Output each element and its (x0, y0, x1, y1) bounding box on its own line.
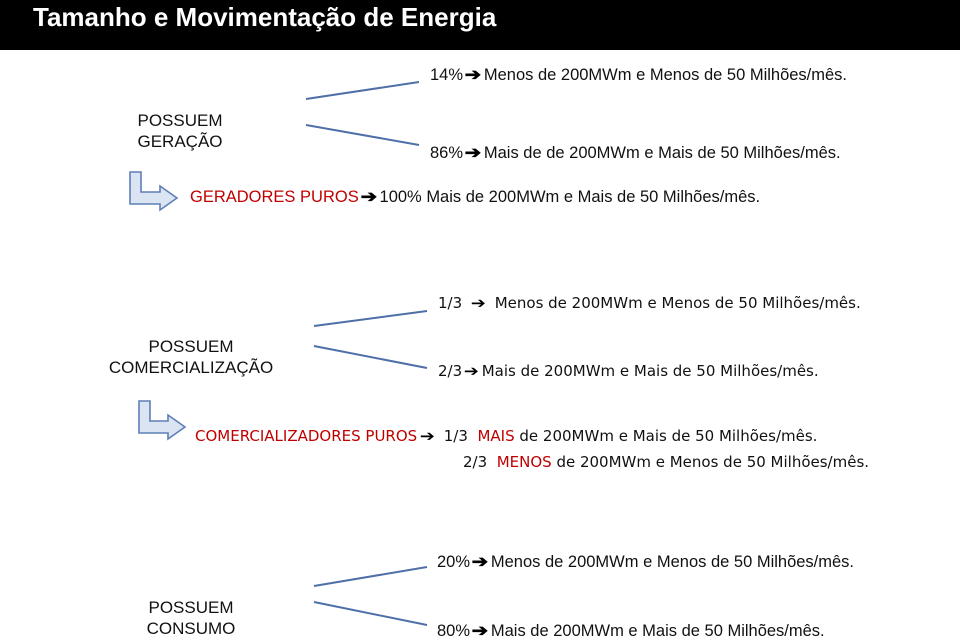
group-label-line2: COMERCIALIZAÇÃO (108, 358, 274, 377)
row-text: Menos de 200MWm e Menos de 50 Milhões/mês. (483, 66, 848, 84)
group-label-line1: POSSUEM (137, 111, 223, 130)
row-text: de 200MWm e Mais de 50 Milhões/mês. (519, 427, 818, 445)
connector-line (314, 602, 427, 625)
right-arrow-icon: ➔ (463, 362, 479, 380)
connector-line (314, 567, 427, 586)
group-label-line1: POSSUEM (148, 598, 234, 617)
row-text: 100% Mais de 200MWm e Mais de 50 Milhões/mês. (379, 188, 761, 206)
row-text: Mais de de 200MWm e Mais de 50 Milhões/mês. (483, 144, 841, 162)
connector-line (314, 346, 427, 368)
row-text: de 200MWm e Menos de 50 Milhões/mês. (556, 453, 870, 471)
elbow-arrow-icon (139, 401, 185, 439)
page-title: Tamanho e Movimentação de Energia (33, 2, 497, 32)
consumo-row-1 (437, 552, 854, 572)
percent: 14% (430, 66, 464, 84)
right-arrow-icon: ➔ (464, 144, 482, 162)
elbow-arrow-icon (130, 172, 177, 210)
percent: 86% (430, 144, 464, 162)
group-label-consumo (131, 597, 251, 639)
comercializadores-puros-label: COMERCIALIZADORES PUROS (195, 427, 418, 445)
geradores-puros-row (190, 187, 760, 207)
highlight-menos: MENOS (496, 453, 552, 471)
percent: 2/3 (438, 362, 463, 380)
percent: 1/3 (438, 294, 463, 312)
fraction: 1/3 (443, 427, 468, 445)
comercializadores-puros-row-2 (463, 453, 869, 471)
right-arrow-icon: ➔ (471, 553, 489, 571)
percent: 80% (437, 622, 471, 640)
geracao-row-2 (430, 143, 841, 163)
row-text: Menos de 200MWm e Menos de 50 Milhões/mês. (490, 553, 855, 571)
right-arrow-icon: ➔ (470, 294, 486, 312)
right-arrow-icon: ➔ (360, 188, 377, 206)
comercializadores-puros-row-1 (195, 427, 817, 445)
consumo-row-2 (437, 621, 825, 641)
right-arrow-icon: ➔ (464, 66, 482, 84)
connector-line (314, 311, 427, 326)
row-text: Menos de 200MWm e Menos de 50 Milhões/mês. (494, 294, 861, 312)
comercializacao-row-2 (438, 362, 819, 380)
group-label-comercializacao (96, 336, 286, 378)
highlight-mais: MAIS (477, 427, 515, 445)
connector-line (306, 125, 419, 145)
group-label-geracao (120, 110, 240, 152)
geracao-row-1 (430, 65, 847, 85)
group-label-line2: GERAÇÃO (137, 132, 223, 151)
group-label-line1: POSSUEM (148, 337, 234, 356)
fraction: 2/3 (463, 453, 488, 471)
row-text: Mais de 200MWm e Mais de 50 Milhões/mês. (481, 362, 819, 380)
comercializacao-row-1 (438, 294, 861, 312)
connector-line (306, 82, 419, 99)
right-arrow-icon: ➔ (419, 427, 436, 445)
right-arrow-icon: ➔ (471, 622, 489, 640)
percent: 20% (437, 553, 471, 571)
geradores-puros-label: GERADORES PUROS (190, 188, 359, 206)
group-label-line2: CONSUMO (146, 619, 236, 638)
row-text: Mais de 200MWm e Mais de 50 Milhões/mês. (490, 622, 825, 640)
